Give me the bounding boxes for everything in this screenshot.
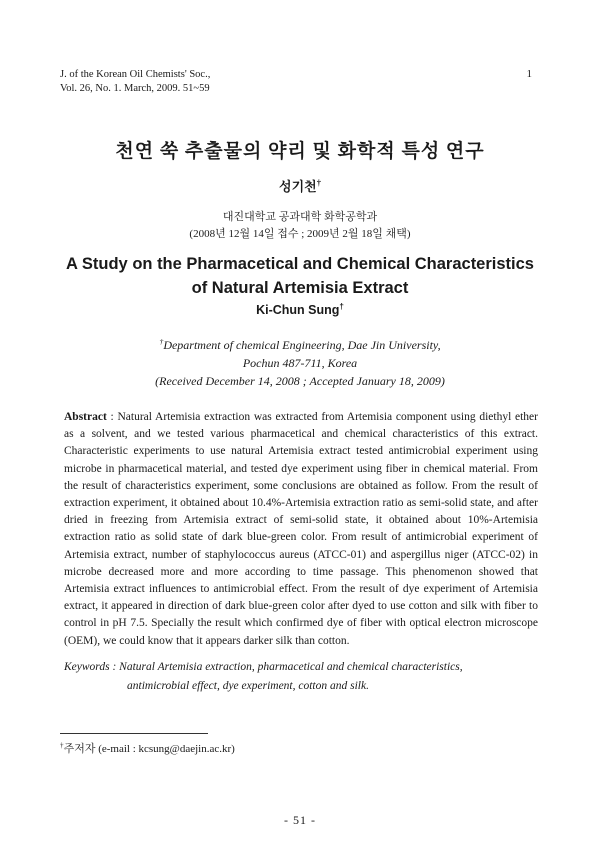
corresponding-mark: † <box>339 301 344 311</box>
abstract <box>64 409 538 650</box>
affiliation-english-address: Pochun 487-711, Korea <box>242 356 358 370</box>
affiliation-korean-dates: (2008년 12월 14일 접수 ; 2009년 2월 18일 채택) <box>189 228 411 240</box>
affiliation-korean-dept: 대진대학교 공과대학 화학공학과 <box>222 211 378 223</box>
journal-citation <box>60 68 210 96</box>
affiliation-mark: † <box>159 337 164 346</box>
author-korean-name: 성기천 <box>279 179 317 194</box>
corresponding-mark: † <box>316 177 321 188</box>
journal-name: J. of the Korean Oil Chemists' Soc., <box>60 69 211 80</box>
footnote <box>60 740 235 756</box>
author-english-name: Ki-Chun Sung <box>256 303 340 317</box>
footnote-mark: † <box>60 741 64 750</box>
page-footer-number: - 51 - <box>284 813 316 827</box>
title-english <box>0 252 600 300</box>
author-korean <box>0 176 600 195</box>
keywords-line2: antimicrobial effect, dye experiment, cotton and silk. <box>127 680 369 692</box>
affiliation-english-dates: (Received December 14, 2008 ; Accepted January 18, 2009) <box>155 374 445 388</box>
footnote-text: 주저자 (e-mail : kcsung@daejin.ac.kr) <box>63 743 235 755</box>
abstract-text: : Natural Artemisia extraction was extracted from Artemisia component using diethyl ether as a solvent, and we tested various pharmacetical and chemical characteristics of this extract. Characteristic experiments to use natural Artemisia extract tested antimicrobial experiment using microbe in pharmacetical material, and tested dye experiment using fiber in chemical material. From the result of characteristics experiment, some conclusions are obtained as follow. From the result of extraction experiment, it obtained about 10.4%-Artemisia extraction ratio as semi-solid state, and after dried in freezing from Artemisia extract of semi-solid state, it obtained about 10%-Artemisia extraction ratio as solid state of dark blue-green color. From result of antimicrobial experiment of Artemisia extract, number of staphylococcus aureus (ATCC-01) and aspergillus niger (ATCC-02) in microbe decreased more and more according to time passage. This phenomenon showed that Artemisia extract influences to antimicrobial effect. From the result of dye experiment of Artemisia extract, it appeared in direction of dark blue-green color after dyed to use cotton and silk with fiber to control in pH 7.5. Specially the result which confirmed dye of fiber with optical electron microscope (OEM), we could know that it appears darker silk than cotton. <box>64 411 538 647</box>
affiliation-english-dept: †Department of chemical Engineering, Dae Jin University, <box>159 337 441 352</box>
title-korean: 천연 쑥 추출물의 약리 및 화학적 특성 연구 <box>115 141 485 162</box>
keywords-line1: Keywords : Natural Artemisia extraction, pharmacetical and chemical characteristics, <box>64 661 463 673</box>
keywords <box>64 658 538 696</box>
affiliation-english <box>0 336 600 390</box>
footnote-divider <box>60 733 208 734</box>
page-number-top: 1 <box>526 68 532 80</box>
title-english-line1: A Study on the Pharmacetical and Chemical Characteristics <box>66 255 534 273</box>
journal-volume: Vol. 26, No. 1. March, 2009. 51~59 <box>60 83 210 94</box>
keywords-label: Keywords : <box>64 661 117 673</box>
affiliation-korean <box>0 209 600 243</box>
author-english <box>0 303 600 317</box>
title-english-line2: of Natural Artemisia Extract <box>191 279 409 297</box>
abstract-label: Abstract <box>64 411 107 423</box>
